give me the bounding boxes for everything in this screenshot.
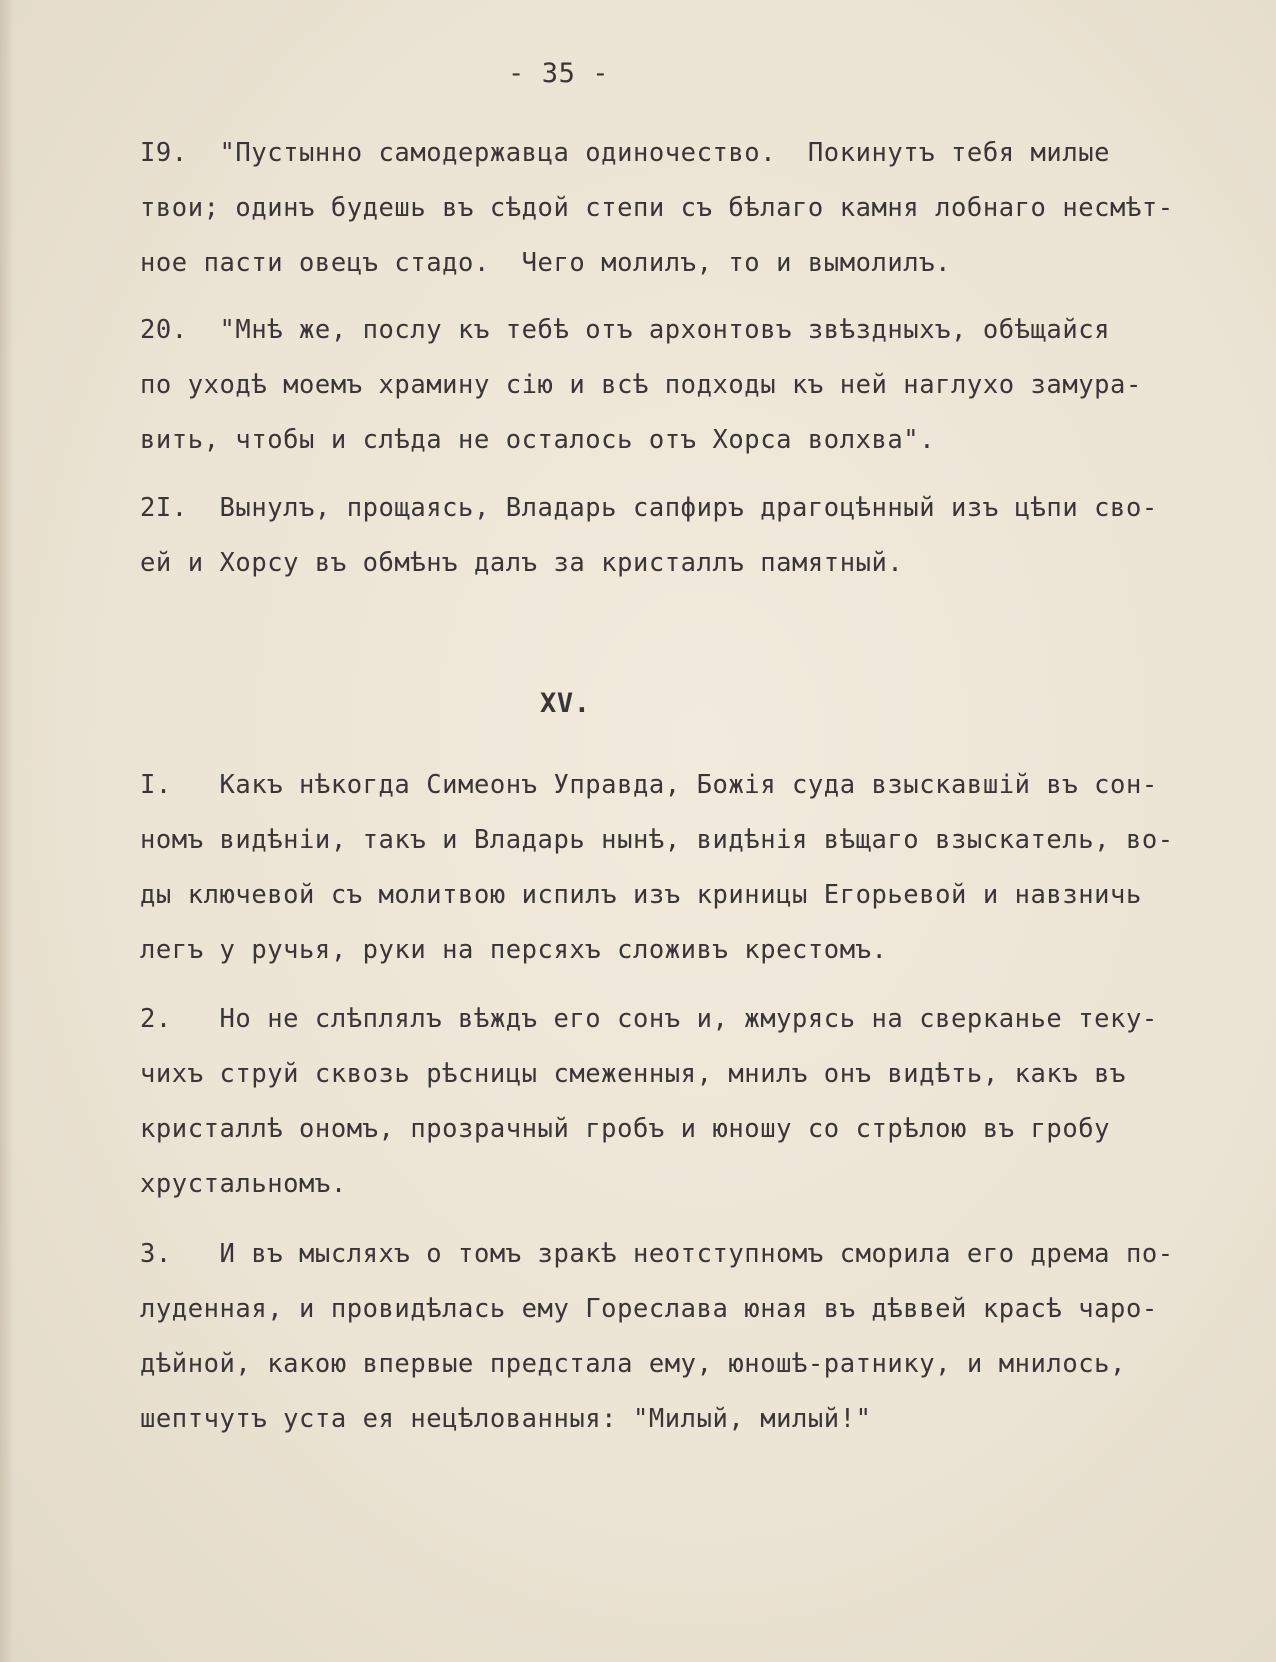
text-line: вить, чтобы и слѣда не осталось отъ Хорса волхва". (140, 425, 936, 455)
text-line: ды ключевой съ молитвою испилъ изъ криницы Егорьевой и навзничь (140, 880, 1142, 910)
text-line: номъ видѣніи, такъ и Владарь нынѣ, видѣнія вѣщаго взыскатель, во- (140, 825, 1174, 855)
page-edge-shadow (0, 0, 14, 1662)
paragraph-20 (140, 303, 1250, 468)
text-line: дѣйной, какою впервые предстала ему, юношѣ-ратнику, и мнилось, (140, 1349, 1126, 1379)
text-line: ное пасти овецъ стадо. Чего молилъ, то и вымолилъ. (140, 248, 952, 278)
text-line: хрустальномъ. (140, 1169, 347, 1199)
section-heading: XV. (540, 688, 591, 719)
text-line: 20. "Мнѣ же, послу къ тебѣ отъ архонтовъ звѣздныхъ, обѣщайся (140, 315, 1111, 345)
text-line: кристаллѣ ономъ, прозрачный гробъ и юношу со стрѣлою въ гробу (140, 1114, 1111, 1144)
text-line: 2I. Вынулъ, прощаясь, Владарь сапфиръ драгоцѣнный изъ цѣпи сво- (140, 493, 1158, 523)
text-line: по уходѣ моемъ храмину сію и всѣ подходы къ ней наглухо замура- (140, 370, 1142, 400)
paragraph-2 (140, 992, 1250, 1212)
paragraph-1 (140, 758, 1250, 978)
text-line: легъ у ручья, руки на персяхъ сложивъ крестомъ. (140, 935, 888, 965)
text-line: ей и Хорсу въ обмѣнъ далъ за кристаллъ памятный. (140, 548, 904, 578)
page-number: - 35 - (508, 58, 610, 89)
text-line: 3. И въ мысляхъ о томъ зракѣ неотступномъ сморила его дрема по- (140, 1239, 1174, 1269)
paragraph-21 (140, 481, 1250, 591)
paragraph-19 (140, 126, 1250, 291)
text-line: I9. "Пустынно самодержавца одиночество. Покинутъ тебя милые (140, 138, 1111, 168)
text-line: 2. Но не слѣплялъ вѣждъ его сонъ и, жмурясь на сверканье теку- (140, 1004, 1158, 1034)
text-line: твои; одинъ будешь въ сѣдой степи съ бѣлаго камня лобнаго несмѣт- (140, 193, 1174, 223)
text-line: луденная, и провидѣлась ему Гореслава юная въ дѣввей красѣ чаро- (140, 1294, 1158, 1324)
text-line: I. Какъ нѣкогда Симеонъ Управда, Божія суда взыскавшій въ сон- (140, 770, 1158, 800)
text-line: шептчутъ уста ея нецѣлованныя: "Милый, милый!" (140, 1404, 872, 1434)
text-line: чихъ струй сквозь рѣсницы смеженныя, мнилъ онъ видѣть, какъ въ (140, 1059, 1126, 1089)
paragraph-3 (140, 1227, 1250, 1447)
